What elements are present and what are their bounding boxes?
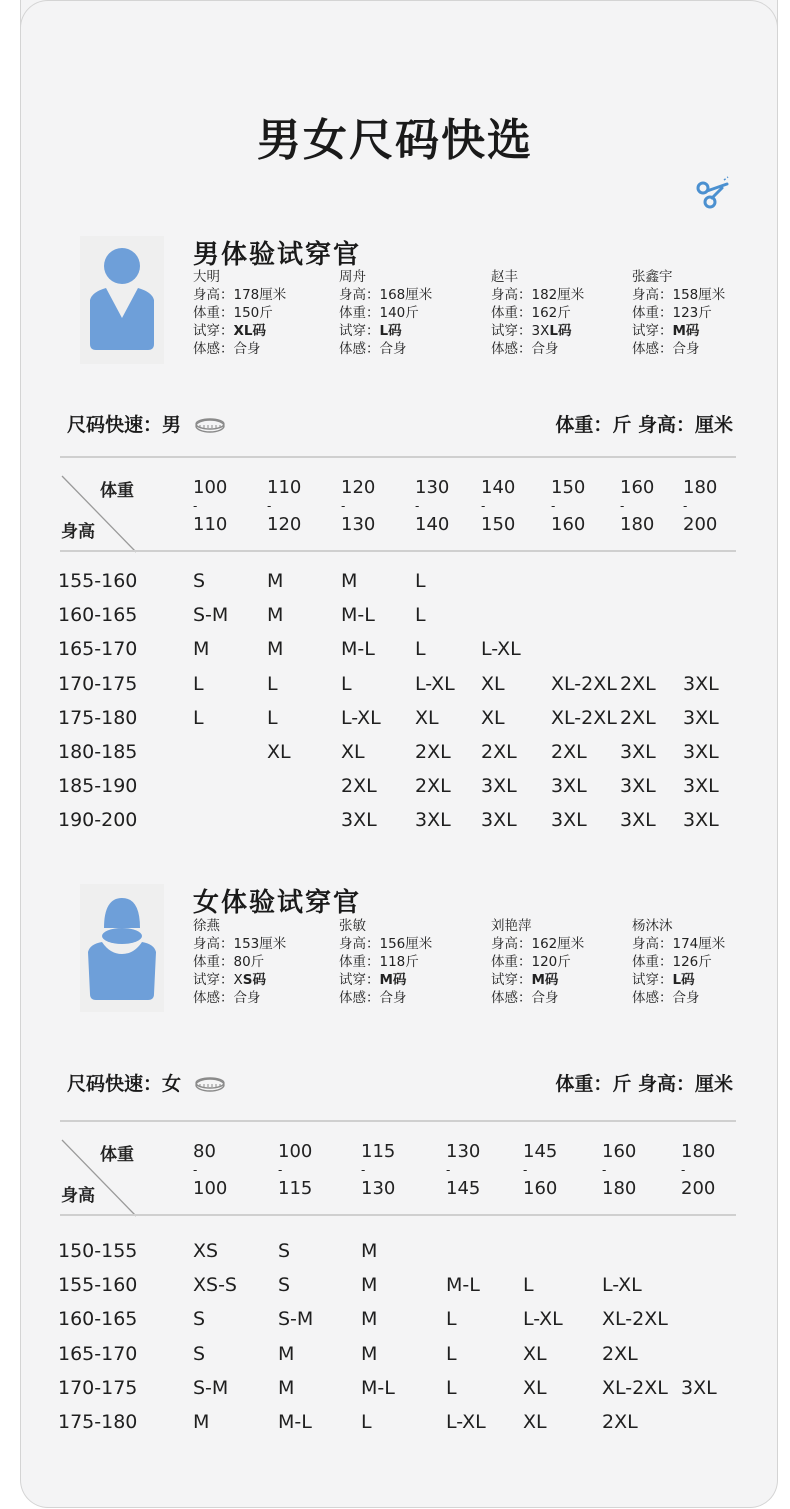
tester-weight: 体重：126斤	[632, 954, 712, 970]
tester-try: 试穿：3XL码	[491, 323, 572, 339]
size-cell: M	[361, 1274, 378, 1297]
size-cell: 3XL	[683, 672, 719, 695]
women-tester-card	[491, 917, 584, 1007]
size-cell: L	[341, 672, 352, 695]
size-cell: 2XL	[551, 741, 587, 763]
size-cell: M	[361, 1308, 378, 1331]
range-value: 130	[361, 1178, 396, 1199]
men-tester-card	[193, 268, 286, 358]
weight-range-header	[267, 479, 301, 534]
size-cell: L	[415, 570, 426, 592]
range-value: 140	[481, 477, 516, 498]
size-cell: L	[415, 604, 426, 627]
size-cell: L	[267, 706, 278, 729]
height-range-label: 160-165	[58, 1308, 138, 1331]
men-tester-card	[339, 268, 432, 358]
range-value: 115	[278, 1178, 313, 1199]
range-value: 160	[620, 477, 655, 498]
tester-feel: 体感：合身	[193, 990, 261, 1006]
size-cell: 3XL	[551, 809, 587, 832]
size-cell: 3XL	[551, 775, 587, 798]
range-dash: -	[446, 1163, 451, 1177]
range-value: 120	[341, 477, 376, 498]
size-cell: M-L	[341, 638, 375, 661]
corner-height-label: 身高	[61, 1186, 95, 1206]
tester-name: 刘艳萍	[491, 918, 532, 934]
divider	[60, 550, 736, 552]
women-quick-label: 尺码快速：女	[67, 1073, 182, 1095]
women-tester-card	[632, 917, 725, 1007]
tester-feel: 体感：合身	[193, 341, 261, 357]
range-value: 100	[278, 1141, 313, 1162]
range-value: 120	[267, 514, 302, 535]
size-cell: S	[193, 1342, 206, 1365]
tester-name: 大明	[193, 269, 220, 285]
tester-name: 张鑫宇	[632, 269, 673, 285]
weight-range-header	[551, 479, 585, 534]
range-value: 130	[341, 514, 376, 535]
height-range-label: 155-160	[58, 1274, 138, 1297]
height-range-label: 160-165	[58, 604, 138, 627]
size-cell: L-XL	[602, 1274, 642, 1297]
size-cell: XL-2XL	[602, 1376, 668, 1399]
range-value: 110	[267, 477, 302, 498]
range-dash: -	[523, 1163, 528, 1177]
size-cell: 3XL	[683, 741, 719, 763]
size-cell: M	[267, 638, 284, 661]
size-cell: 2XL	[620, 672, 656, 695]
size-cell: 2XL	[602, 1342, 638, 1365]
range-value: 100	[193, 1178, 228, 1199]
size-cell: M	[361, 1240, 378, 1262]
range-value: 80	[193, 1141, 216, 1162]
size-cell: S-M	[193, 1376, 229, 1399]
size-cell: L-XL	[446, 1411, 486, 1433]
size-cell: XL-2XL	[551, 672, 617, 695]
size-cell: M-L	[278, 1411, 312, 1433]
size-cell: M-L	[446, 1274, 480, 1297]
tester-feel: 体感：合身	[491, 990, 559, 1006]
size-cell: M-L	[361, 1376, 395, 1399]
tester-weight: 体重：120斤	[491, 954, 571, 970]
tester-try: 试穿：XL码	[193, 323, 267, 339]
men-section-title: 男体验试穿官	[193, 240, 362, 270]
size-cell: 3XL	[341, 809, 377, 832]
size-cell: L	[193, 672, 204, 695]
range-dash: -	[681, 1163, 686, 1177]
height-range-label: 190-200	[58, 809, 138, 832]
size-cell: M	[193, 638, 210, 661]
size-cell: M-L	[341, 604, 375, 627]
height-range-label: 185-190	[58, 775, 138, 798]
range-dash: -	[415, 499, 420, 513]
divider	[60, 456, 736, 458]
tester-try: 试穿：L码	[339, 323, 402, 339]
weight-range-header	[446, 1143, 480, 1198]
height-range-label: 180-185	[58, 741, 138, 763]
size-cell: XL	[267, 741, 291, 763]
range-value: 200	[683, 514, 718, 535]
range-value: 100	[193, 477, 228, 498]
tester-height: 身高：162厘米	[491, 936, 585, 952]
tape-measure-icon	[194, 417, 226, 435]
weight-range-header	[683, 479, 717, 534]
tester-feel: 体感：合身	[632, 990, 700, 1006]
size-cell: 3XL	[681, 1376, 717, 1399]
range-value: 145	[446, 1178, 481, 1199]
size-cell: M	[341, 570, 358, 592]
range-value: 180	[681, 1141, 716, 1162]
women-section-title: 女体验试穿官	[193, 888, 362, 918]
size-cell: L	[523, 1274, 534, 1297]
men-tester-card	[491, 268, 584, 358]
male-avatar-icon	[84, 240, 160, 360]
tape-measure-icon	[194, 1076, 226, 1094]
range-value: 180	[620, 514, 655, 535]
range-dash: -	[620, 499, 625, 513]
size-cell: L	[446, 1376, 457, 1399]
corner-height-label: 身高	[61, 522, 95, 542]
size-cell: S	[193, 1308, 206, 1331]
size-cell: L-XL	[415, 672, 455, 695]
tester-name: 张敏	[339, 918, 366, 934]
range-dash: -	[602, 1163, 607, 1177]
weight-range-header	[193, 1143, 227, 1198]
divider	[60, 1120, 736, 1122]
female-avatar-icon	[84, 888, 160, 1008]
page-title: 男女尺码快选	[257, 115, 533, 166]
size-cell: 2XL	[620, 706, 656, 729]
size-cell: XL	[523, 1342, 547, 1365]
tester-weight: 体重：123斤	[632, 305, 712, 321]
male-avatar	[80, 236, 164, 364]
size-cell: S	[278, 1274, 291, 1297]
size-cell: M	[278, 1376, 295, 1399]
tester-try: 试穿：M码	[339, 972, 407, 988]
tester-try: 试穿：L码	[632, 972, 695, 988]
women-unit-label: 体重：斤 身高：厘米	[555, 1073, 733, 1095]
scissors-icon	[694, 172, 734, 212]
size-cell: M	[361, 1342, 378, 1365]
size-cell: M	[267, 570, 284, 592]
weight-range-header	[602, 1143, 636, 1198]
size-cell: 3XL	[620, 775, 656, 798]
tester-feel: 体感：合身	[491, 341, 559, 357]
size-cell: XS-S	[193, 1274, 237, 1297]
tester-height: 身高：174厘米	[632, 936, 726, 952]
height-range-label: 175-180	[58, 1411, 138, 1433]
weight-range-header	[341, 479, 375, 534]
tester-try: 试穿：XS码	[193, 972, 266, 988]
tester-height: 身高：158厘米	[632, 287, 726, 303]
size-cell: 2XL	[415, 775, 451, 798]
weight-range-header	[681, 1143, 715, 1198]
tester-feel: 体感：合身	[339, 341, 407, 357]
tester-weight: 体重：150斤	[193, 305, 273, 321]
height-range-label: 170-175	[58, 672, 138, 695]
tester-weight: 体重：140斤	[339, 305, 419, 321]
corner-weight-label: 体重	[100, 481, 134, 501]
size-cell: M	[278, 1342, 295, 1365]
women-tester-card	[339, 917, 432, 1007]
size-cell: S	[278, 1240, 291, 1262]
size-cell: 3XL	[481, 809, 517, 832]
size-cell: 3XL	[481, 775, 517, 798]
size-cell: L-XL	[481, 638, 521, 661]
tester-weight: 体重：118斤	[339, 954, 419, 970]
tester-height: 身高：153厘米	[193, 936, 287, 952]
tester-height: 身高：178厘米	[193, 287, 287, 303]
size-cell: S-M	[193, 604, 229, 627]
range-dash: -	[341, 499, 346, 513]
range-value: 115	[361, 1141, 396, 1162]
women-tester-card	[193, 917, 286, 1007]
size-cell: XL	[481, 706, 505, 729]
tester-height: 身高：156厘米	[339, 936, 433, 952]
height-range-label: 165-170	[58, 1342, 138, 1365]
weight-range-header	[193, 479, 227, 534]
size-cell: M	[193, 1411, 210, 1433]
tester-feel: 体感：合身	[632, 341, 700, 357]
size-cell: 3XL	[683, 775, 719, 798]
range-value: 160	[602, 1141, 637, 1162]
weight-range-header	[415, 479, 449, 534]
range-dash: -	[278, 1163, 283, 1177]
men-unit-label: 体重：斤 身高：厘米	[555, 414, 733, 436]
height-range-label: 150-155	[58, 1240, 138, 1262]
range-dash: -	[267, 499, 272, 513]
range-value: 150	[481, 514, 516, 535]
size-cell: XL	[523, 1411, 547, 1433]
tester-name: 徐燕	[193, 918, 220, 934]
size-cell: 3XL	[415, 809, 451, 832]
height-range-label: 175-180	[58, 706, 138, 729]
tester-height: 身高：182厘米	[491, 287, 585, 303]
size-cell: L-XL	[341, 706, 381, 729]
men-tester-card	[632, 268, 725, 358]
range-dash: -	[683, 499, 688, 513]
size-cell: XL-2XL	[602, 1308, 668, 1331]
size-cell: XL-2XL	[551, 706, 617, 729]
range-value: 130	[415, 477, 450, 498]
range-value: 150	[551, 477, 586, 498]
range-value: 180	[683, 477, 718, 498]
tester-name: 周舟	[339, 269, 366, 285]
size-cell: 3XL	[620, 741, 656, 763]
range-value: 160	[523, 1178, 558, 1199]
size-cell: 3XL	[620, 809, 656, 832]
range-dash: -	[481, 499, 486, 513]
size-cell: XS	[193, 1240, 219, 1262]
size-cell: XL	[481, 672, 505, 695]
tester-name: 杨沐沐	[632, 918, 673, 934]
size-cell: 2XL	[415, 741, 451, 763]
size-cell: XL	[523, 1376, 547, 1399]
corner-weight-label: 体重	[100, 1145, 134, 1165]
size-cell: 3XL	[683, 809, 719, 832]
women-quick-label-row	[67, 1069, 226, 1096]
weight-range-header	[278, 1143, 312, 1198]
size-cell: L	[267, 672, 278, 695]
size-cell: M	[267, 604, 284, 627]
tester-height: 身高：168厘米	[339, 287, 433, 303]
tester-try: 试穿：M码	[632, 323, 700, 339]
size-cell: XL	[415, 706, 439, 729]
size-cell: 2XL	[341, 775, 377, 798]
range-dash: -	[361, 1163, 366, 1177]
range-value: 160	[551, 514, 586, 535]
tester-name: 赵丰	[491, 269, 518, 285]
range-value: 140	[415, 514, 450, 535]
size-cell: L	[193, 706, 204, 729]
size-cell: L	[361, 1411, 372, 1433]
height-range-label: 165-170	[58, 638, 138, 661]
divider	[60, 1214, 736, 1216]
size-cell: 2XL	[602, 1411, 638, 1433]
weight-range-header	[361, 1143, 395, 1198]
tester-feel: 体感：合身	[339, 990, 407, 1006]
range-dash: -	[193, 1163, 198, 1177]
tester-weight: 体重：80斤	[193, 954, 265, 970]
size-cell: XL	[341, 741, 365, 763]
range-value: 180	[602, 1178, 637, 1199]
height-range-label: 155-160	[58, 570, 138, 592]
range-dash: -	[551, 499, 556, 513]
size-cell: L-XL	[523, 1308, 563, 1331]
size-cell: S-M	[278, 1308, 314, 1331]
tester-try: 试穿：M码	[491, 972, 559, 988]
size-cell: S	[193, 570, 206, 592]
size-cell: L	[446, 1342, 457, 1365]
female-avatar	[80, 884, 164, 1012]
size-cell: 3XL	[683, 706, 719, 729]
men-quick-label: 尺码快速：男	[67, 414, 182, 436]
size-cell: L	[415, 638, 426, 661]
tester-weight: 体重：162斤	[491, 305, 571, 321]
range-value: 110	[193, 514, 228, 535]
size-cell: L	[446, 1308, 457, 1331]
range-value: 145	[523, 1141, 558, 1162]
range-value: 130	[446, 1141, 481, 1162]
range-dash: -	[193, 499, 198, 513]
weight-range-header	[523, 1143, 557, 1198]
size-cell: 2XL	[481, 741, 517, 763]
range-value: 200	[681, 1178, 716, 1199]
height-range-label: 170-175	[58, 1376, 138, 1399]
men-quick-label-row	[67, 410, 226, 437]
weight-range-header	[481, 479, 515, 534]
weight-range-header	[620, 479, 654, 534]
